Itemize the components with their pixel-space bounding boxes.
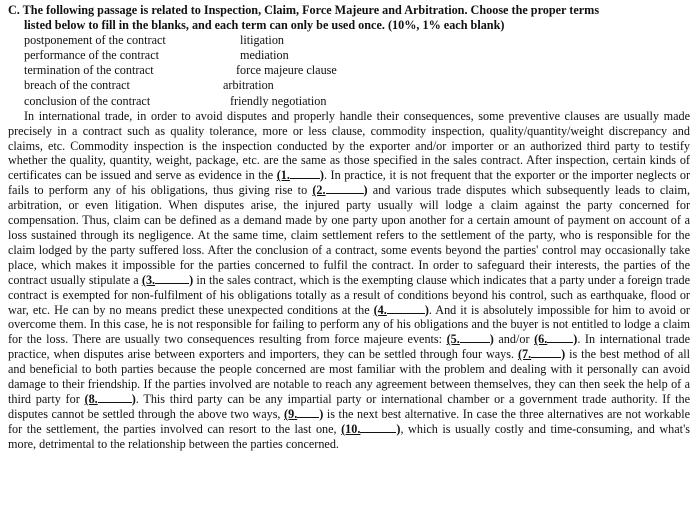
- term-item: performance of the contract: [24, 48, 160, 62]
- term-row: [8, 33, 690, 48]
- passage-text: in the sales contract, which is the exempting clause which indicates that a party under a foreign trade contract is exempted for non-fulfilment of his obligations totally as a result of conditions beyond his control, such as earthquake, flood or war, etc. He can by no means predict these unexpected conditions at the: [8, 272, 691, 317]
- term-item: litigation: [240, 32, 285, 47]
- term-item: force majeure clause: [236, 63, 337, 78]
- term-item: friendly negotiation: [230, 93, 327, 108]
- term-row: [8, 78, 690, 93]
- blank-6[interactable]: (6. ): [534, 332, 578, 347]
- passage-text: . In practice, it is not frequent that the exporter or the importer neglects or fails to perform any of his obligations, thus giving rise to: [8, 168, 691, 198]
- term-row: [8, 48, 690, 63]
- blank-10[interactable]: (10. ): [341, 421, 401, 436]
- passage-text: and/or: [498, 332, 530, 347]
- passage-text: is the next best alternative. In case the three alternatives are not workable for the settlement, the parties involved can resort to the last one,: [8, 406, 691, 436]
- passage-text: and various trade disputes which subsequently leads to claim, arbitration, or even litigation. When disputes arise, the injured party usually will lodge a claim against the party concerned for compensation. Thus, claim can be defined as a demand made by one party upon another for a certain amount of payment on account of a loss sustained through its negligence. At the same time, claim settlement refers to the settlement of the party, who is responsible for the claim lodged by the party suffered loss. After the conclusion of a contract, some events beyond the parties' control may occasionally take place, which makes it impossible for the parties concerned to fulfil the contract. In order to safeguard their interests, the parties of the contract usually stipulate a: [8, 183, 690, 287]
- term-item: termination of the contract: [24, 63, 154, 78]
- instruction-line-2: listed below to fill in the blanks, and each term can only be used once. (10%, 1% each blank): [24, 17, 505, 32]
- blank-1[interactable]: (1. ): [276, 168, 324, 183]
- term-item: postponement of the contract: [24, 32, 166, 47]
- blank-5[interactable]: (5. ): [446, 332, 494, 347]
- passage-text: . In international trade practice, when disputes arise between exporters and importers, they can be settled through four ways.: [8, 332, 691, 362]
- instruction-line-1: C. The following passage is related to Inspection, Claim, Force Majeure and Arbitration. Choose the proper terms: [8, 3, 600, 17]
- blank-2[interactable]: (2. ): [312, 183, 368, 198]
- blank-9[interactable]: (9. ): [284, 406, 324, 421]
- term-row: [8, 94, 690, 109]
- passage-text: In international trade, in order to avoid disputes and properly handle their consequences, some preventive clauses are usually made precisely in a contract such as quality tolerance, more or less clause, commodity inspection, quality/quantity/weight discrepancy and claims, etc. Commodity inspection is the inspection conducted by the exporter and/or importer or an authorized third party to testify whether the quality, quantity, weight, package, etc. are the same as those specified in the sales contract. After inspection, certain kinds of certificates can be issued and serve as evidence in the: [8, 108, 690, 183]
- blank-8[interactable]: (8. ): [84, 391, 136, 406]
- passage-text: is the best method of all and beneficial to both parties because the people concerned are most familiar with the problem and dealing with it personally can avoid damage to their friendship. If the parties involved are notable to reach any agreement between themselves, they can then seek the help of a third party for: [8, 347, 691, 406]
- passage: [8, 109, 690, 452]
- passage-text: , which is usually costly and time-consuming, and what's more, detrimental to the relationship between the parties concerned.: [8, 421, 691, 451]
- term-item: breach of the contract: [24, 78, 130, 93]
- blank-3[interactable]: (3. ): [141, 272, 194, 287]
- passage-text: . This third party can be any impartial party or international chamber or a government trade authority. If the disputes cannot be settled through the above two ways,: [8, 391, 690, 421]
- passage-text: . And it is absolutely impossible for him to avoid or overcome them. In this case, he is not responsible for failing to perform any of his obligations and the buyer is not entitled to lodge a claim for the loss. There are usually two consequences resulting from force majeure events:: [8, 302, 690, 347]
- instruction: [8, 3, 690, 33]
- term-row: [8, 63, 690, 78]
- blank-7[interactable]: (7. ): [517, 347, 566, 362]
- term-item: arbitration: [223, 78, 274, 93]
- term-list: [8, 33, 690, 109]
- blank-4[interactable]: (4. ): [373, 302, 429, 317]
- term-item: mediation: [240, 48, 289, 62]
- term-item: conclusion of the contract: [24, 93, 151, 108]
